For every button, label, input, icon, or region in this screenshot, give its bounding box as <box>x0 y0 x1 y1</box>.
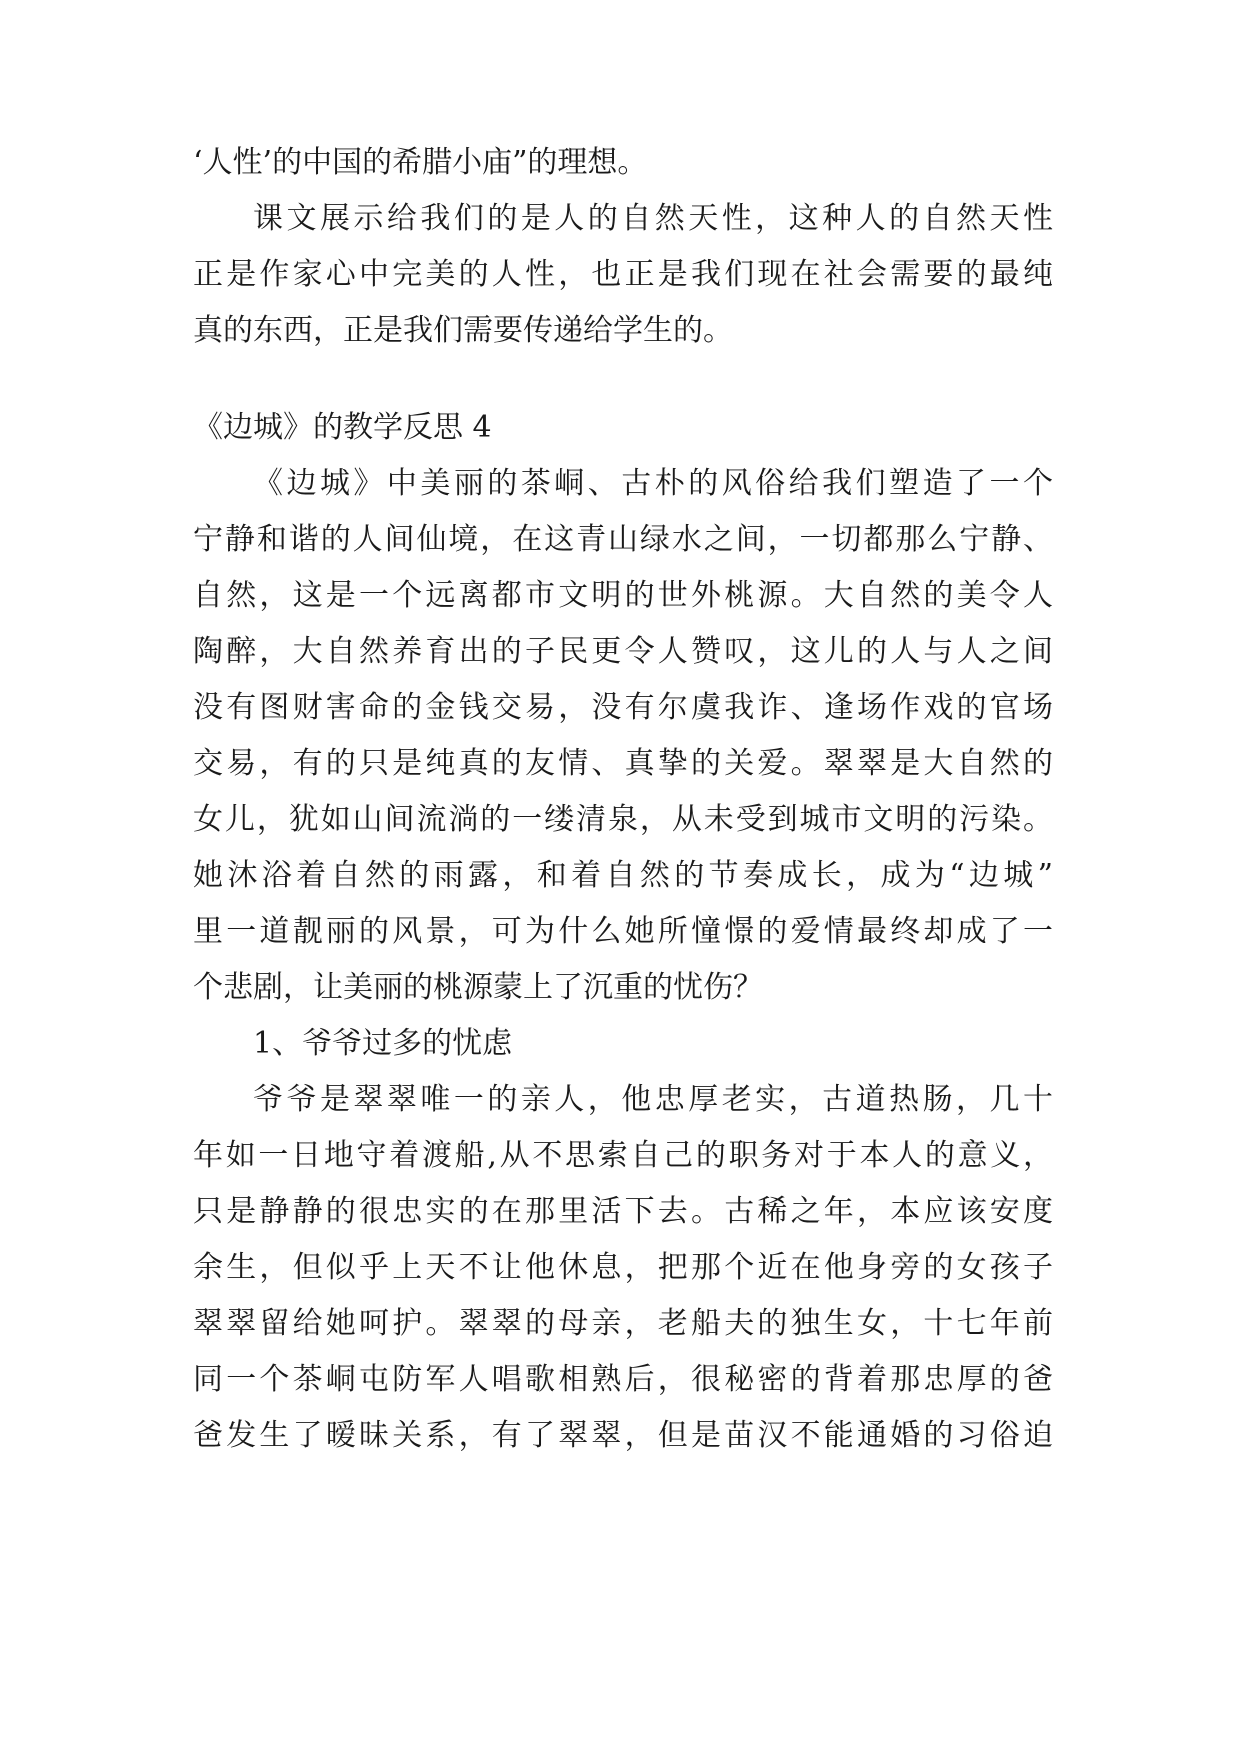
paragraph-line: 课文展示给我们的是人的自然天性，这种人的自然天性 <box>253 201 1053 236</box>
paragraph-line: 翠翠留给她呵护。翠翠的母亲，老船夫的独生女，十七年前 <box>193 1306 1053 1341</box>
section-heading: 《边城》的教学反思 4 <box>193 410 492 445</box>
paragraph-line: 女儿，犹如山间流淌的一缕清泉，从未受到城市文明的污染。 <box>193 802 1053 837</box>
paragraph-line: ‘人性’的中国的希腊小庙”的理想。 <box>193 145 648 180</box>
paragraph-line: 交易，有的只是纯真的友情、真挚的关爱。翠翠是大自然的 <box>193 746 1053 781</box>
paragraph-line: 年如一日地守着渡船,从不思索自己的职务对于本人的意义， <box>193 1138 1053 1173</box>
paragraph-line: 她沐浴着自然的雨露，和着自然的节奏成长，成为“边城” <box>193 858 1053 893</box>
subheading: 1、爷爷过多的忧虑 <box>253 1026 513 1061</box>
paragraph-line: 里一道靓丽的风景，可为什么她所憧憬的爱情最终却成了一 <box>193 914 1053 949</box>
paragraph-line: 陶醉，大自然养育出的子民更令人赞叹，这儿的人与人之间 <box>193 634 1053 669</box>
paragraph-line: 真的东西，正是我们需要传递给学生的。 <box>193 313 733 348</box>
paragraph-line: 只是静静的很忠实的在那里活下去。古稀之年，本应该安度 <box>193 1194 1053 1229</box>
paragraph-line: 同一个茶峒屯防军人唱歌相熟后，很秘密的背着那忠厚的爸 <box>193 1362 1053 1397</box>
paragraph-line: 余生，但似乎上天不让他休息，把那个近在他身旁的女孩子 <box>193 1250 1053 1285</box>
paragraph-line: 爷爷是翠翠唯一的亲人，他忠厚老实，古道热肠，几十 <box>253 1082 1053 1117</box>
paragraph-line: 个悲剧，让美丽的桃源蒙上了沉重的忧伤？ <box>193 970 763 1005</box>
paragraph-line: 宁静和谐的人间仙境，在这青山绿水之间，一切都那么宁静、 <box>193 522 1053 557</box>
paragraph-line: 《边城》中美丽的茶峒、古朴的风俗给我们塑造了一个 <box>253 466 1053 501</box>
paragraph-line: 自然，这是一个远离都市文明的世外桃源。大自然的美令人 <box>193 578 1053 613</box>
paragraph-line: 没有图财害命的金钱交易，没有尔虞我诈、逢场作戏的官场 <box>193 690 1053 725</box>
paragraph-line: 爸发生了暧昧关系，有了翠翠，但是苗汉不能通婚的习俗迫 <box>193 1418 1053 1453</box>
paragraph-line: 正是作家心中完美的人性，也正是我们现在社会需要的最纯 <box>193 257 1053 292</box>
